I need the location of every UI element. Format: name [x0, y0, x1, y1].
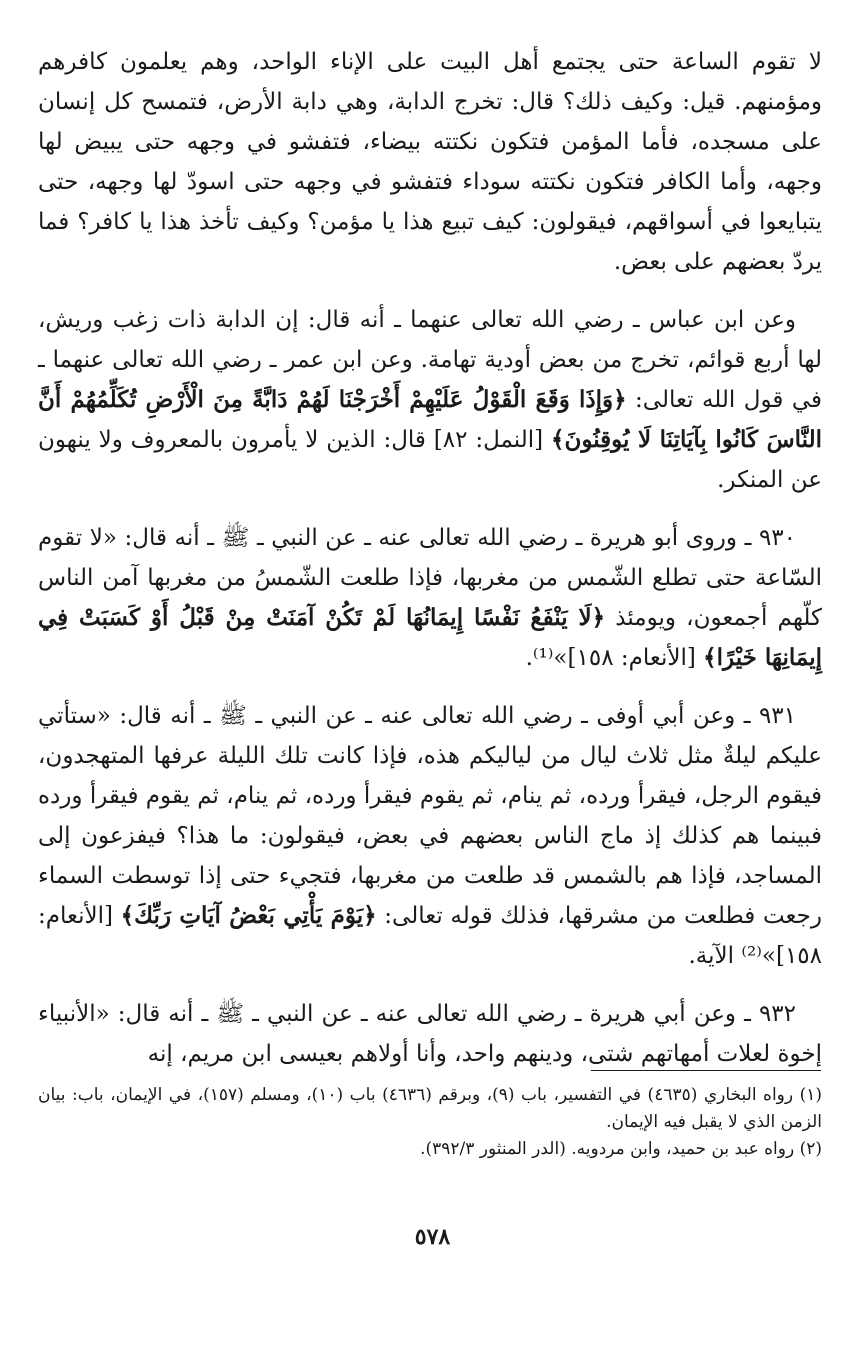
paragraph-text: ٩٣٢ ـ وعن أبي هريرة ـ رضي الله تعالى عنه ـ عن النبي ـ ﷺ ـ أنه قال: «الأنبياء إخوة لعلات أمهاتهم شتى، ودينهم واحد، وأنا أولاهم بعيسى ابن مريم، إنه [38, 1001, 822, 1067]
paragraph-text: ٩٣٠ ـ وروى أبو هريرة ـ رضي الله تعالى عنه ـ عن النبي ـ ﷺ ـ أنه قال: «لا تقوم السّاعة حتى تطلع الشّمس من مغربها، فإذا طلعت الشّمسُ من مغربها آمن الناس كلّهم أجمعون، ويومئذ [38, 525, 822, 631]
quran-verse: ﴿يَوْمَ يَأْتِي بَعْضُ آيَاتِ رَبِّكَ﴾ [120, 902, 377, 929]
footnotes [38, 1082, 822, 1163]
quran-verse: ﴿وَإِذَا وَقَعَ الْقَوْلُ عَلَيْهِمْ أَخْرَجْنَا لَهُمْ دَابَّةً مِنَ الْأَرْضِ تُكَلِّمُهُمْ أَنَّ النَّاسَ كَانُوا بِآيَاتِنَا لَا يُوقِنُونَ﴾ [38, 386, 822, 453]
verse-reference: [الأنعام: ١٥٨]»⁽²⁾ الآية. [38, 903, 822, 969]
paragraph-dabba-hadith [38, 42, 822, 282]
hadith-930 [38, 518, 822, 678]
paragraph-text: وعن ابن عباس ـ رضي الله تعالى عنهما ـ أنه قال: إن الدابة ذات زغب وريش، لها أربع قوائم، تخرج من بعض أودية تهامة. وعن ابن عمر ـ رضي الله تعالى عنهما ـ في قول الله تعالى: [38, 307, 822, 413]
verse-reference: [الأنعام: ١٥٨]»⁽¹⁾. [525, 645, 704, 671]
paragraph-text: ٩٣١ ـ وعن أبي أوفى ـ رضي الله تعالى عنه ـ عن النبي ـ ﷺ ـ أنه قال: «ستأتي عليكم ليلةٌ مثل ثلاث ليال من لياليكم هذه، فإذا كانت تلك الليلة عرفها المتهجدون، فيقوم الرجل، فيقرأ ورده، ثم ينام، ثم يقوم فيقرأ ورده، ثم ينام، ثم يقوم فيقرأ ورده فبينما هم كذلك إذ ماج الناس بعضهم في بعض، فيقولون: ما هذا؟ فيفزعون إلى المساجد، فإذا هم بالشمس قد طلعت من مغربها، فتجيء حتى إذا توسطت السماء رجعت فطلعت من مشرقها، فذلك قوله تعالى: [38, 703, 822, 929]
paragraph-text: لا تقوم الساعة حتى يجتمع أهل البيت على الإناء الواحد، وهم يعلمون كافرهم ومؤمنهم. قيل: وكيف ذلك؟ قال: تخرج الدابة، وهي دابة الأرض، فتمسح كل إنسان على مسجده، فأما المؤمن فتكون نكتته بيضاء، فتفشو في وجهه حتى يبيض لها وجهه، وأما الكافر فتكون نكتته سوداء فتفشو في وجهه حتى اسودّ لها وجهه، حتى يتبايعوا في أسواقهم، فيقولون: كيف تبيع هذا يا مؤمن؟ وكيف تأخذ هذا يا كافر؟ فما يردّ بعضهم على بعض. [38, 49, 822, 275]
page-number: ٥٧٨ [414, 1224, 451, 1250]
hadith-932 [38, 994, 822, 1074]
footnote-divider [591, 1070, 821, 1071]
footnote-2: (٢) رواه عبد بن حميد، وابن مردويه. (الدر المنثور ٣٩٢/٣). [420, 1139, 822, 1159]
footnote-1: (١) رواه البخاري (٤٦٣٥) في التفسير، باب (٩)، وبرقم (٤٦٣٦) باب (١٠)، ومسلم (١٥٧)، في الإيمان، باب: بيان الزمن الذي لا يقبل فيه الإيمان. [38, 1085, 823, 1132]
hadith-931 [38, 696, 822, 976]
verse-reference: [النمل: ٨٢] قال: الذين لا يأمرون بالمعروف ولا ينهون عن المنكر. [38, 427, 822, 493]
quran-verse: ﴿لَا يَنْفَعُ نَفْسًا إِيمَانُهَا لَمْ تَكُنْ آمَنَتْ مِنْ قَبْلُ أَوْ كَسَبَتْ فِي إِيمَانِهَا خَيْرًا﴾ [38, 604, 822, 671]
page-body [38, 42, 822, 1074]
paragraph-ibn-abbas [38, 300, 822, 500]
